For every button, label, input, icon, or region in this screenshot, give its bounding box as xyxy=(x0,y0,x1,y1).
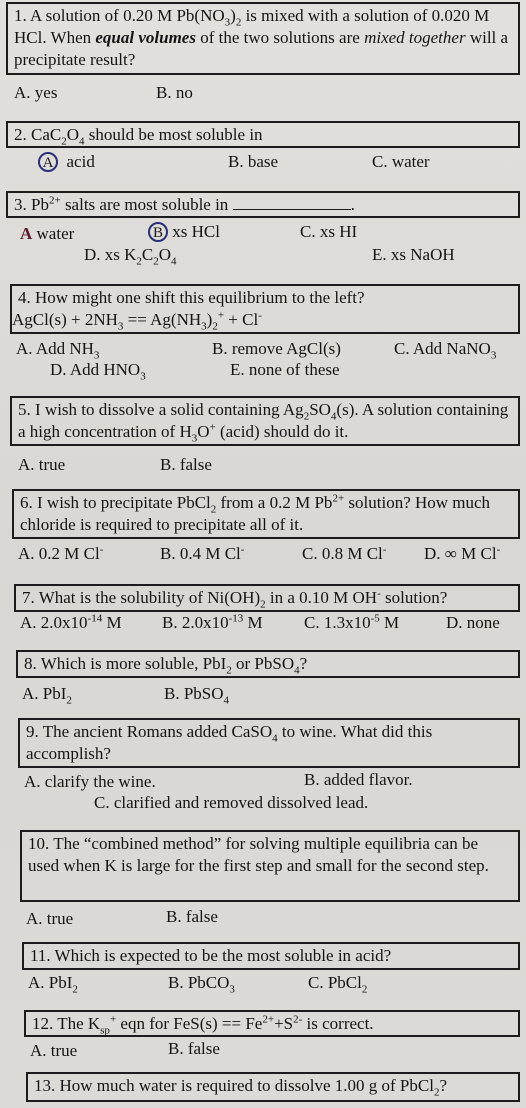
q3-option-b xyxy=(148,222,220,242)
q6-opt-text: A. 0.2 M Cl xyxy=(18,544,100,563)
q5-sub: 4 xyxy=(330,410,337,423)
q4-eq-text: == Ag(NH xyxy=(123,310,202,329)
q1-option-a: A. yes xyxy=(14,83,58,102)
answer-circle-icon: A xyxy=(38,152,58,172)
q3-d-text: C xyxy=(141,245,154,264)
q1-text: is mixed with a solution of 0.020 M HCl. When xyxy=(14,6,490,47)
q4-eq-sup: + xyxy=(217,309,225,322)
q11-opt-text: A. PbI xyxy=(28,973,73,992)
q9-option-b: B. added flavor. xyxy=(304,770,413,789)
q4-opt-text: C. Add NaNO xyxy=(394,339,491,358)
q11-option-a xyxy=(28,973,78,996)
q3-d-sub: 2 xyxy=(153,255,159,268)
q5-option-b: B. false xyxy=(160,455,212,474)
q12-sup: + xyxy=(109,1013,117,1026)
q8-sub: 2 xyxy=(226,664,232,677)
q8-opt-sub: 2 xyxy=(66,694,72,707)
q4-opt-sub: 3 xyxy=(140,370,146,383)
q3-d-text: D. xs K xyxy=(84,245,137,264)
q10-option-a: A. true xyxy=(26,909,74,928)
q3-sup: 2+ xyxy=(48,194,61,207)
q8-option-b xyxy=(164,684,230,707)
q8-option-a xyxy=(22,684,72,707)
q6-opt-sup: - xyxy=(496,543,501,556)
q7-option-b xyxy=(162,613,263,633)
q7-opt-sup: -14 xyxy=(87,612,103,625)
q7-opt-sup: -5 xyxy=(370,612,380,625)
question-4-box xyxy=(10,284,520,334)
q6-option-c xyxy=(302,544,386,564)
q3-d-sub: 4 xyxy=(171,255,177,268)
q11-opt-sub: 2 xyxy=(72,983,78,996)
q8-opt-text: B. PbSO xyxy=(164,684,224,703)
q7-option-d: D. none xyxy=(446,613,500,632)
q2-option-a xyxy=(38,152,95,172)
q7-option-a xyxy=(20,613,122,633)
question-1-box xyxy=(6,2,520,75)
q7-text: 7. What is the solubility of Ni(OH) xyxy=(22,588,261,607)
q11-option-c xyxy=(308,973,368,996)
q4-opt-sub: 3 xyxy=(93,349,100,362)
q3-option-a xyxy=(20,224,74,244)
q7-option-c xyxy=(304,613,399,633)
q1-text: will a precipitate result? xyxy=(14,28,509,69)
q13-text: ? xyxy=(439,1076,447,1095)
q5-text: (acid) should do it. xyxy=(215,422,349,441)
q1-text: of the two solutions are xyxy=(195,28,365,47)
q3-option-a-label: water xyxy=(36,224,75,243)
q6-option-d xyxy=(424,544,500,564)
q4-option-a xyxy=(16,339,100,362)
q13-sub: 2 xyxy=(433,1086,440,1099)
q4-option-d xyxy=(50,360,146,383)
q2-text: O xyxy=(66,125,80,144)
q4-option-b: B. remove AgCl(s) xyxy=(212,339,341,358)
q12-text: 12. The K xyxy=(32,1014,101,1033)
q5-option-a: A. true xyxy=(18,455,66,474)
question-5-box xyxy=(10,396,520,446)
q11-option-b xyxy=(168,973,235,996)
q7-opt-text: M xyxy=(102,613,122,632)
q4-option-e: E. none of these xyxy=(230,360,340,379)
q6-option-a xyxy=(18,544,103,564)
question-11-box xyxy=(22,942,520,970)
q1-sub: 3 xyxy=(224,16,231,29)
q5-sup: + xyxy=(209,421,216,434)
q1-option-b: B. no xyxy=(156,83,193,102)
q11-opt-sub: 2 xyxy=(361,983,368,996)
question-3-box xyxy=(6,191,520,218)
q5-text: SO xyxy=(309,400,331,419)
question-10-box xyxy=(20,830,520,902)
q1-text: ) xyxy=(230,6,236,25)
q8-text: ? xyxy=(299,654,308,673)
q6-sub: 2 xyxy=(210,503,217,516)
q8-text: or PbSO xyxy=(231,654,295,673)
q12-sup: 2+ xyxy=(262,1013,275,1026)
q6-option-b xyxy=(160,544,244,564)
q4-eq-sub: 3 xyxy=(201,320,207,333)
q2-text: should be most soluble in xyxy=(84,125,263,144)
q3-option-d xyxy=(84,245,177,268)
q12-option-b: B. false xyxy=(168,1039,220,1058)
q6-sup: 2+ xyxy=(332,492,345,505)
q7-opt-text: M xyxy=(243,613,263,632)
q1-sub: 2 xyxy=(235,16,242,29)
q7-opt-text: A. 2.0x10 xyxy=(20,613,88,632)
q12-text: eqn for FeS(s) == Fe xyxy=(116,1014,263,1033)
q5-text: 5. I wish to dissolve a solid containing Ag xyxy=(18,400,304,419)
cross-out-mark-icon: A xyxy=(20,224,33,243)
q4-opt-text: A. Add NH xyxy=(16,339,94,358)
q3-text: . xyxy=(350,195,355,214)
q4-eq-sub: 2 xyxy=(212,320,218,333)
q2-sub: 2 xyxy=(61,135,67,148)
question-13-box xyxy=(26,1072,520,1102)
question-2-box xyxy=(6,121,520,148)
q7-sub: 2 xyxy=(260,598,266,611)
q7-opt-text: M xyxy=(379,613,400,632)
q7-opt-text: B. 2.0x10 xyxy=(162,613,229,632)
q5-text: (s). A solution containing a high concentration of H xyxy=(18,400,509,441)
answer-blank xyxy=(233,195,351,210)
q9-text: 9. The ancient Romans added CaSO xyxy=(26,722,273,741)
q6-opt-text: B. 0.4 M Cl xyxy=(160,544,241,563)
q3-option-c: C. xs HI xyxy=(300,222,358,241)
q6-opt-sup: - xyxy=(382,543,387,556)
question-12-box xyxy=(24,1010,520,1037)
q13-text: 13. How much water is required to dissolve 1.00 g of PbCl xyxy=(34,1076,434,1095)
q6-text: solution? How much chloride is required to precipitate all of it. xyxy=(20,493,491,534)
q9-sub: 4 xyxy=(272,732,278,745)
q6-opt-text: C. 0.8 M Cl xyxy=(302,544,383,563)
q11-opt-text: C. PbCl xyxy=(308,973,362,992)
question-6-box xyxy=(12,489,520,539)
q1-emphasis: mixed together xyxy=(364,28,466,47)
q7-opt-sup: -13 xyxy=(228,612,244,625)
answer-circle-icon: B xyxy=(148,222,168,242)
q3-text: salts are most soluble in xyxy=(60,195,229,214)
q1-text: 1. A solution of 0.20 M Pb(NO xyxy=(14,6,225,25)
q4-eq-text: AgCl(s) + 2NH xyxy=(12,310,118,329)
q12-sup: 2- xyxy=(293,1013,303,1026)
q1-emphasis: equal volumes xyxy=(95,28,196,47)
q5-sub: 2 xyxy=(303,410,310,423)
q6-opt-sup: - xyxy=(240,543,245,556)
q3-option-b-label: xs HCl xyxy=(172,222,220,241)
q2-option-b: B. base xyxy=(228,152,279,171)
q7-sup: - xyxy=(377,587,381,600)
q3-text: 3. Pb xyxy=(14,195,49,214)
q2-option-a-label: acid xyxy=(66,152,95,171)
q11-text: 11. Which is expected to be the most soluble in acid? xyxy=(30,946,392,965)
q4-eq-text: ) xyxy=(206,310,213,329)
question-9-box xyxy=(18,718,520,768)
question-7-box xyxy=(14,584,520,612)
q4-opt-text: D. Add HNO xyxy=(50,360,141,379)
q5-text: O xyxy=(197,422,210,441)
q9-text: to wine. What did this accomplish? xyxy=(26,722,433,763)
q6-opt-sup: - xyxy=(99,543,104,556)
q8-opt-sub: 4 xyxy=(223,694,230,707)
q4-equation xyxy=(12,309,512,331)
q3-option-e: E. xs NaOH xyxy=(372,245,455,264)
q4-eq-sub: 3 xyxy=(117,320,124,333)
q2-option-c: C. water xyxy=(372,152,430,171)
q8-text: 8. Which is more soluble, PbI xyxy=(24,654,227,673)
q9-option-c: C. clarified and removed dissolved lead. xyxy=(94,793,369,812)
q7-opt-text: C. 1.3x10 xyxy=(304,613,371,632)
q11-opt-text: B. PbCO xyxy=(168,973,230,992)
q5-sub: 3 xyxy=(191,432,198,445)
q4-text: 4. How might one shift this equilibrium to the left? xyxy=(18,288,365,307)
q2-text: 2. CaC xyxy=(14,125,62,144)
q8-opt-text: A. PbI xyxy=(22,684,67,703)
q4-eq-sup: - xyxy=(258,309,262,322)
q12-text: +S xyxy=(274,1014,294,1033)
q8-sub: 4 xyxy=(294,664,300,677)
q11-opt-sub: 3 xyxy=(229,983,235,996)
q12-option-a: A. true xyxy=(30,1041,78,1060)
q6-text: from a 0.2 M Pb xyxy=(216,493,333,512)
q4-eq-text: + Cl xyxy=(224,310,259,329)
q12-text: is correct. xyxy=(302,1014,374,1033)
q9-option-a: A. clarify the wine. xyxy=(24,772,156,791)
q6-text: 6. I wish to precipitate PbCl xyxy=(20,493,211,512)
q4-option-c xyxy=(394,339,497,362)
q3-d-sub: 2 xyxy=(136,255,142,268)
question-8-box xyxy=(16,650,520,678)
q12-sub: sp xyxy=(100,1024,110,1037)
q10-option-b: B. false xyxy=(166,907,218,926)
q7-text: solution? xyxy=(380,588,448,607)
q6-opt-text: D. ∞ M Cl xyxy=(424,544,497,563)
q3-d-text: O xyxy=(158,245,172,264)
q7-text: in a 0.10 M OH xyxy=(265,588,378,607)
q10-text: 10. The “combined method” for solving multiple equilibria can be used when K is large for the first step and small for the second step. xyxy=(28,834,489,875)
q4-opt-sub: 3 xyxy=(490,349,497,362)
q2-sub: 4 xyxy=(79,135,85,148)
